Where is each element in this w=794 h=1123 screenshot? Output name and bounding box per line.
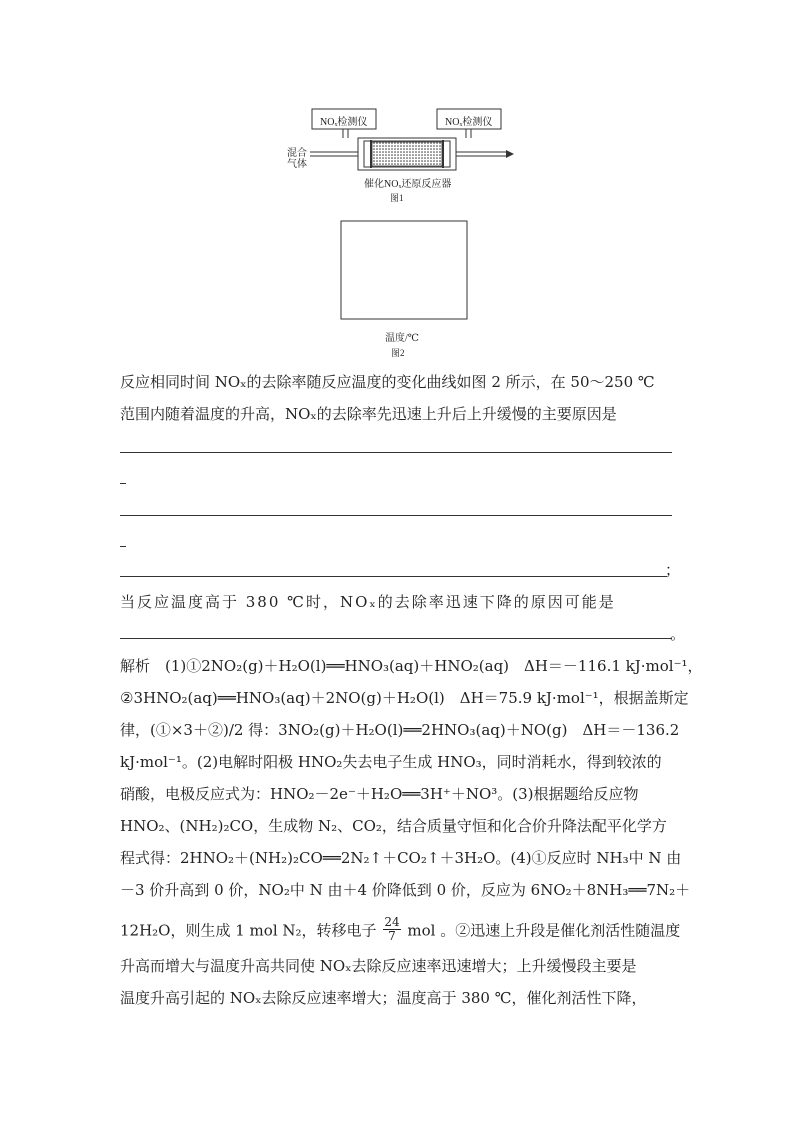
question-line-1: 反应相同时间 NOₓ的去除率随反应温度的变化曲线如图 2 所示，在 50～250 ℃ bbox=[120, 373, 655, 391]
question-line-3: 当反应温度高于 380 ℃时，NOₓ的去除率迅速下降的原因可能是 bbox=[120, 593, 616, 611]
fraction-numerator: 24 bbox=[384, 915, 400, 929]
figure-2-caption: 图2 bbox=[391, 348, 405, 358]
arrow-right-icon bbox=[506, 150, 514, 158]
solution-line-5: 硝酸，电极反应式为：HNO₂－2e⁻＋H₂O══3H⁺＋NO³。(3)根据题给反应物 bbox=[120, 785, 639, 803]
figure-2 bbox=[305, 215, 485, 360]
solution-line-10: 升高而增大与温度升高共同使 NOₓ去除反应速率迅速增大；上升缓慢段主要是 bbox=[120, 957, 637, 975]
inlet-label-line2: 气体 bbox=[287, 159, 307, 170]
solution-line-2: ②3HNO₂(aq)══HNO₃(aq)＋2NO(g)＋H₂O(l) ΔH＝75.9 kJ·mol⁻¹，根据盖斯定 bbox=[120, 689, 689, 707]
figure-1 bbox=[280, 100, 520, 205]
answer-blank-3[interactable] bbox=[120, 576, 667, 577]
solution-line-3: 律，(①×3＋②)/2 得：3NO₂(g)＋H₂O(l)══2HNO₃(aq)＋NO(g) ΔH＝－136.2 bbox=[120, 721, 680, 739]
detector-left-label: NOₓ检测仪 bbox=[320, 117, 368, 128]
answer-dash-2 bbox=[120, 546, 126, 547]
solution-line-9 bbox=[120, 915, 681, 945]
detector-right-label: NOₓ检测仪 bbox=[445, 117, 493, 128]
solution-line-11: 温度升高引起的 NOₓ去除反应速率增大；温度高于 380 ℃，催化剂活性下降， bbox=[120, 989, 647, 1007]
inlet-label-line1: 混合 bbox=[287, 148, 307, 159]
fraction bbox=[383, 916, 400, 943]
solution-line-9-pre: 12H₂O，则生成 1 mol N₂，转移电子 bbox=[120, 921, 377, 940]
answer-blank-1[interactable] bbox=[120, 452, 672, 453]
catalyst-bed bbox=[372, 142, 442, 166]
answer-blank-4[interactable] bbox=[120, 638, 672, 639]
solution-line-9-post: mol 。②迅速上升段是催化剂活性随温度 bbox=[407, 921, 681, 940]
fraction-denominator: 7 bbox=[388, 929, 396, 943]
reactor-label: 催化NOₓ还原反应器 bbox=[364, 179, 452, 190]
solution-line-1: 解析 (1)①2NO₂(g)＋H₂O(l)══HNO₃(aq)＋HNO₂(aq) ΔH＝－116.1 kJ·mol⁻¹， bbox=[120, 657, 703, 675]
figure-1-caption: 图1 bbox=[390, 193, 404, 203]
solution-line-7: 程式得：2HNO₂＋(NH₂)₂CO══2N₂↑＋CO₂↑＋3H₂O。(4)①反应时 NH₃中 N 由 bbox=[120, 849, 682, 867]
solution-line-8: －3 价升高到 0 价，NO₂中 N 由＋4 价降低到 0 价，反应为 6NO₂＋8NH₃══7N₂＋ bbox=[120, 881, 691, 899]
answer-blank-2[interactable] bbox=[120, 515, 672, 516]
chart-x-axis-label: 温度/℃ bbox=[385, 333, 419, 344]
period-mark: 。 bbox=[670, 625, 686, 643]
solution-line-4: kJ·mol⁻¹。(2)电解时阳极 HNO₂失去电子生成 HNO₃，同时消耗水，得到较浓的 bbox=[120, 753, 662, 771]
answer-dash-1 bbox=[120, 483, 126, 484]
semicolon-mark: ； bbox=[665, 561, 681, 579]
plot-frame bbox=[341, 221, 467, 319]
solution-line-6: HNO₂、(NH₂)₂CO，生成物 N₂、CO₂，结合质量守恒和化合价升降法配平化学方 bbox=[120, 817, 667, 835]
question-line-2: 范围内随着温度的升高，NOₓ的去除率先迅速上升后上升缓慢的主要原因是 bbox=[120, 405, 617, 423]
